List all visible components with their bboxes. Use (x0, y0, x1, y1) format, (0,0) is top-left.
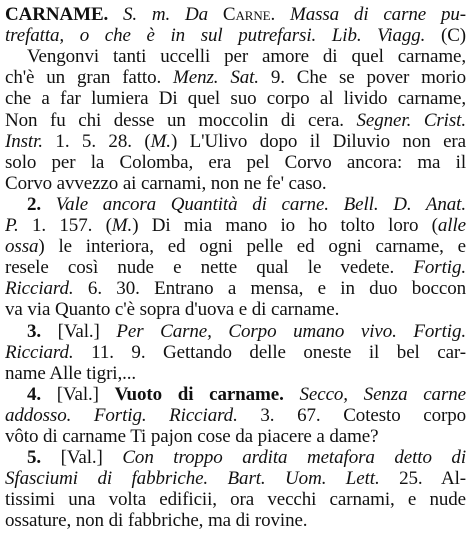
text-segment: alle (437, 215, 466, 236)
text-segment: solo per la Colomba, era pel Corvo ancora: ma il (5, 151, 466, 173)
text-segment: Secco, Senza carne (299, 383, 466, 405)
text-segment: 1. 157. ( (18, 215, 112, 236)
text-segment: 3. 67. Cotesto corpo (237, 404, 466, 426)
text-segment: Massa di carne pu- (289, 4, 466, 25)
text-segment: resele così nude e nette qual le vedete. (5, 257, 414, 279)
text-segment: va via Quanto c'è sopra d'uova e di carname. (5, 299, 340, 321)
text-segment: M. (111, 215, 133, 236)
text-segment: Con troppo ardita metafora detto di (122, 447, 466, 469)
text-segment: 9. Che se pover morio (258, 67, 466, 89)
text-segment: Vengonvi tanti uccelli per amore di quel carname, (27, 46, 466, 68)
text-segment: Fortig. (413, 257, 466, 279)
text-segment: 1. 5. 28. ( (42, 130, 151, 152)
text-segment: (C) (425, 25, 466, 47)
text-segment: [Val.] (57, 320, 117, 342)
text-segment: ch'è un gran fatto. (5, 67, 174, 89)
text-segment: tissimi una volta edificii, ora vecchi carnami, e nude (5, 489, 466, 511)
text-segment: 4. (27, 383, 57, 405)
text-segment: vôto di carname Ti pajon cose da piacere a dame? (5, 426, 379, 447)
text-segment: Menz. Sat. (173, 67, 259, 89)
text-segment: 25. Al- (379, 468, 466, 490)
text-segment: M. (150, 130, 171, 152)
text-segment: Ricciard. (5, 278, 74, 300)
text-segment: ossa (5, 236, 39, 258)
headword: CARNAME. (5, 4, 109, 25)
text-segment: Carne. (208, 4, 290, 25)
text-segment (170, 4, 185, 25)
text-segment: P. (5, 215, 19, 236)
text-segment: ossature, non di fabbriche, ma di rovine. (5, 510, 308, 532)
text-segment: ) Di mia mano io ho tolto loro ( (132, 215, 438, 236)
text-segment: 2. (27, 193, 56, 215)
text-segment: addosso. Fortig. Ricciard. (5, 404, 238, 426)
text-segment: [Val.] (56, 383, 115, 405)
text-segment: che a far lumiera Di quel suo corpo al livido carname, (5, 88, 466, 110)
text-segment: Per Carne, Corpo umano vivo. Fortig. (116, 320, 466, 342)
text-segment: Segner. Crist. (356, 109, 466, 131)
text-segment: Instr. (5, 130, 43, 152)
text-segment: Corvo avvezzo ai carnami, non ne fe' caso. (5, 172, 327, 194)
text-segment: Non fu chi desse un moccolin di cera. (5, 109, 357, 131)
text-segment: 6. 30. Entrano a mensa, e in duo boccon (73, 278, 466, 300)
text-segment: ) L'Ulivo dopo il Diluvio non era (170, 130, 466, 152)
text-segment: trefatta, o che è in sul putrefarsi. Lib. Viagg. (5, 25, 426, 47)
text-segment: name Alle tigri,... (5, 362, 137, 384)
text-segment: [Val.] (60, 447, 123, 469)
text-segment (284, 384, 300, 405)
text-segment: Sfasciumi di fabbriche. Bart. Uom. Lett. (5, 468, 380, 490)
text-segment: 3. (27, 320, 58, 342)
text-segment: Da (185, 4, 209, 25)
text-segment: 11. 9. Gettando delle oneste il bel car- (73, 341, 466, 363)
text-segment: Vale ancora Quantità di carne. Bell. D. Anat. (55, 193, 466, 215)
text-segment: Vuoto di carname. (114, 383, 284, 405)
text-segment: 5. (27, 447, 61, 469)
text-segment: S. m. (123, 4, 171, 25)
text-segment: Ricciard. (5, 341, 74, 363)
text-line (5, 508, 466, 533)
text-segment (108, 4, 123, 25)
text-segment: ) le interiora, ed ogni pelle ed ogni carname, e (38, 236, 466, 258)
